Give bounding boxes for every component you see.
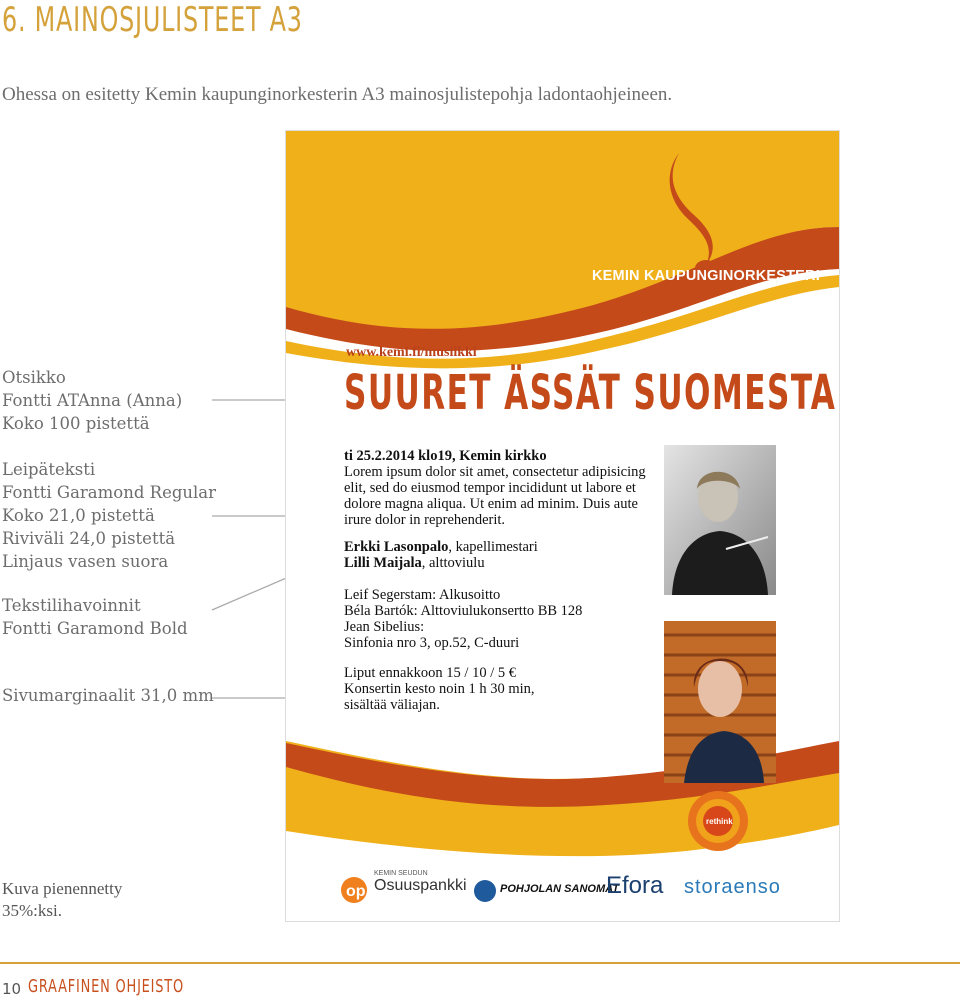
svg-text:op: op [346,883,366,900]
violist-photo [664,621,776,783]
caption-line: 35%:ksi. [2,901,62,920]
pohjolan-globe-icon [474,880,496,902]
performer-line: Erkki Lasonpalo, kapellimestari [344,539,538,555]
spec-line: Otsikko [2,368,66,387]
program-line: Sinfonia nro 3, op.52, C-duuri [344,635,520,651]
osuuspankki-label: Osuuspankki [374,877,467,894]
lorem-text [344,464,646,528]
ticket-line: Liput ennakkoon 15 / 10 / 5 € [344,665,516,681]
footer-rule [0,962,960,964]
spec-line: Riviväli 24,0 pistettä [2,529,176,548]
section-heading: 6. MAINOSJULISTEET A3 [2,0,303,40]
efora-label: Efora [606,872,664,899]
lorem-line: elit, sed do eiusmod tempor incididunt ut labore et [344,480,636,496]
spec-line: Fontti Garamond Bold [2,619,188,638]
spec-line: Sivumarginaalit 31,0 mm [2,686,214,705]
poster-url: www.kemi.fi/musiikki [346,345,477,360]
performers [344,539,538,571]
intro-text: Ohessa on esitetty Kemin kaupunginorkesterin A3 mainosjulistepohja ladontaohjeineen. [2,84,673,105]
poster-title: SUURET ÄSSÄT SUOMESTA [344,365,837,421]
sponsor-logos [336,866,806,906]
ticket-line: Konsertin kesto noin 1 h 30 min, [344,681,535,697]
highlight-spec [2,594,188,640]
margin-spec [2,684,214,707]
program-line: Leif Segerstam: Alkusoitto [344,587,501,603]
tickets [344,665,535,713]
program [344,587,582,651]
performer-line: Lilli Maijala, alttoviulu [344,555,485,571]
lorem-line: Lorem ipsum dolor sit amet, consectetur adipisicing [344,464,646,480]
rethink-label: rethink [706,817,733,826]
spec-line: Koko 21,0 pistettä [2,506,155,525]
spec-line: Fontti Garamond Regular [2,483,217,502]
ticket-line: sisältää väliajan. [344,697,440,713]
body-spec [2,458,216,573]
spec-line: Koko 100 pistettä [2,414,150,433]
conductor-photo [664,445,776,595]
figure-caption [2,878,122,922]
ospa-small-label: KEMIN SEUDUN [374,870,428,877]
program-line: Jean Sibelius: [344,619,425,635]
footer-title: GRAAFINEN OHJEISTO [28,976,185,997]
storaenso-label: storaenso [684,876,781,898]
spec-line: Tekstilihavoinnit [2,596,141,615]
osuuspankki-logo [341,877,367,903]
spec-line: Linjaus vasen suora [2,552,169,571]
lorem-line: irure dolor in reprehenderit. [344,512,506,528]
spec-line: Fontti ATAnna (Anna) [2,391,183,410]
concert-date: ti 25.2.2014 klo19, Kemin kirkko [344,448,547,464]
spec-line: Leipäteksti [2,460,96,479]
page-number: 10 [2,980,22,998]
caption-line: Kuva pienennetty [2,879,123,898]
title-spec [2,366,182,435]
pohjolan-label: POHJOLAN SANOMAT [500,883,619,895]
poster-preview [286,131,839,921]
program-line: Béla Bartók: Alttoviulukonsertto BB 128 [344,603,583,619]
lorem-line: dolore magna aliqua. Ut enim ad minim. Duis aute [344,496,638,512]
orchestra-name: KEMIN KAUPUNGINORKESTERI [592,268,820,284]
